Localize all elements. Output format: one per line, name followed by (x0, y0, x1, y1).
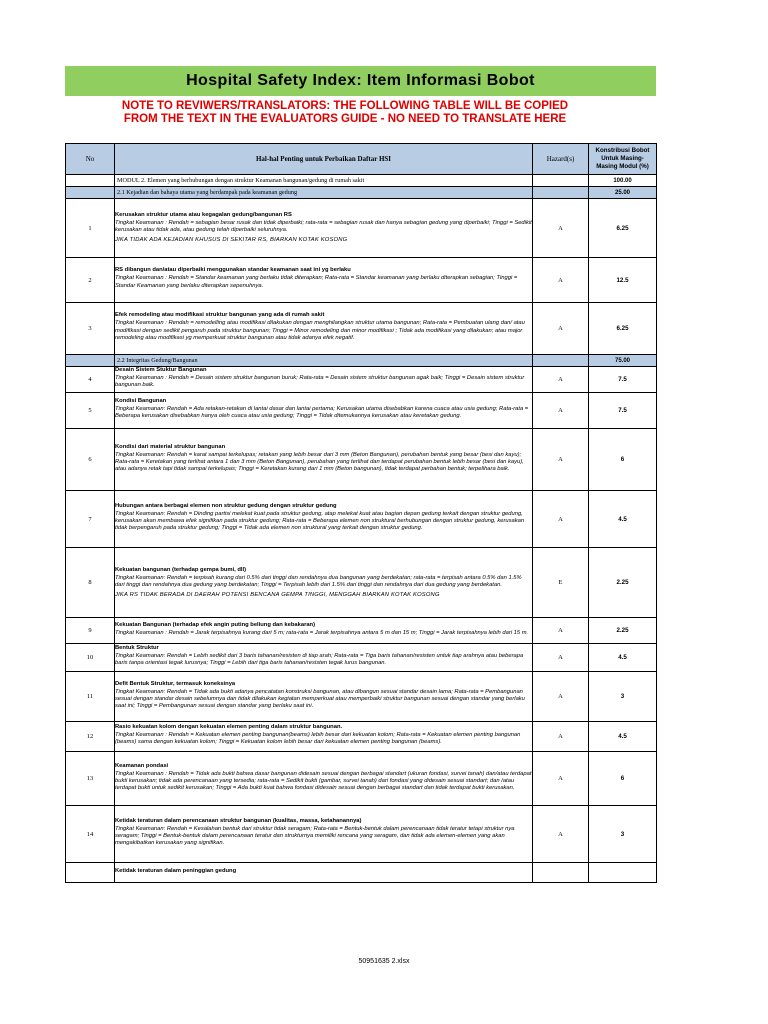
item-criteria: Tingkat Keamanan: Rendah = karat sampai terkelupas; retakan yang lebih besar dari 3 mm (Beton Bangunan), perubahan bentuk yang besar (besi dan kayu); Rata-rata = Keretakan yang terlihat antara 1 dan 3 mm (Beton Bangunan), perubahan yang terlihat dan terdapat perubahan bentuk lebih besar (besi dan kayu), atau adanya retak tapi tidak sampai terkelupas; Tinggi = Keretakan kurang dari 1 mm (Beton bangunan), tidak terdapat perbahan bentuk; terpelihara baik. (115, 451, 524, 472)
section1-no (66, 187, 115, 199)
item-weight: 3 (589, 672, 657, 722)
table-row (66, 393, 657, 429)
item-description (115, 722, 533, 752)
item-hazard (533, 863, 589, 883)
table-row (66, 491, 657, 548)
item-description (115, 199, 533, 258)
page-title: Hospital Safety Index: Item Informasi Bobot (186, 72, 535, 89)
module-row (66, 175, 657, 187)
item-description (115, 258, 533, 303)
item-number: 10 (66, 644, 115, 672)
item-title: Kondisi Bangunan (115, 398, 167, 405)
item-criteria: Tingkat Keamanan: Rendah = terpisah kurang dari 0.5% dari tinggi dan rendahnya dua bangunan yang berdekatan; rata-rata = terpisah antara 0.5% dan 1.5% dari tinggi dan rendahnya dua gedung yang berdekatan; Tinggi = Terpisah lebih dari 1.5% dari tinggi dan rendahnya dari dua gedung yang berdekatan. (115, 574, 522, 588)
item-hazard: E (533, 548, 589, 618)
item-weight: 6 (589, 752, 657, 806)
table-row (66, 303, 657, 355)
item-description (115, 548, 533, 618)
section1-label: 2.1 Kejadian dan bahaya utama yang berdampak pada keamanan gedung (115, 187, 533, 199)
item-hazard: A (533, 806, 589, 863)
table-row (66, 548, 657, 618)
item-number: 8 (66, 548, 115, 618)
section2-hazard (533, 355, 589, 367)
item-hazard: A (533, 367, 589, 393)
item-title: Ketidak teraturan dalam peninggian gedung (115, 867, 237, 874)
table-row (66, 199, 657, 258)
item-hazard: A (533, 672, 589, 722)
table-row (66, 618, 657, 644)
item-criteria: Tingkat Keamanan : Rendah = Desain sistem struktur bangunan buruk; Rata-rata = Desain sistem struktur bangunan agak baik; Tinggi = Desain sistem struktur bangunan baik. (115, 375, 525, 389)
item-hazard: A (533, 199, 589, 258)
item-title: Rasio kekuatan kolom dengan kekuatan elemen penting dalam struktur bangunan. (115, 724, 343, 731)
item-weight: 4.5 (589, 722, 657, 752)
section1-hazard (533, 187, 589, 199)
item-description (115, 429, 533, 491)
item-weight: 6 (589, 429, 657, 491)
weight-table (65, 143, 657, 883)
item-title: Keamanan pondasi (115, 762, 169, 769)
table-row (66, 752, 657, 806)
item-title: Efek remodeling atau modifikasi struktur bangunan yang ada di rumah sakit (115, 312, 325, 319)
table-row (66, 367, 657, 393)
item-weight (589, 863, 657, 883)
table-row (66, 429, 657, 491)
item-number: 5 (66, 393, 115, 429)
item-weight: 7.5 (589, 367, 657, 393)
item-number: 7 (66, 491, 115, 548)
item-number: 2 (66, 258, 115, 303)
item-weight: 6.25 (589, 199, 657, 258)
module-weight: 100.00 (589, 175, 657, 187)
item-number (66, 863, 115, 883)
item-number: 14 (66, 806, 115, 863)
header-no: No (66, 144, 115, 175)
item-weight: 4.5 (589, 491, 657, 548)
section-row-2 (66, 355, 657, 367)
table-row (66, 644, 657, 672)
item-title: RS dibangun dan/atau diperbaiki menggunakan standar keamanan saat ini yg berlaku (115, 267, 351, 274)
item-criteria: Tingkat Keamanan : Rendah = Kekuatan elemen penting bangunan(beams) lebih besar dari kekuatan kolom; Rata-rata = Kekuatan elemen penting bangunan (beams) sama dengan kekuatan kolom; Tinggi = Kekuatan kolom lebih besar dari kekuatan elemen penting bangunan (beams). (115, 732, 521, 746)
table-header-row (66, 144, 657, 175)
item-criteria: Tingkat Keamanan : Rendah = sebagian besar rusak dan tidak diperbaiki; rata-rata = sebagian rusak dan hanya sebagian gedung yang diperbaiki; Tinggi = Sedikit kerusakan atau tidak ada, atau gedung telah diperbaiki seluruhnya. (115, 219, 532, 233)
item-description (115, 752, 533, 806)
table-row (66, 806, 657, 863)
item-description (115, 806, 533, 863)
item-description (115, 618, 533, 644)
item-description (115, 491, 533, 548)
section2-weight: 75.00 (589, 355, 657, 367)
item-description (115, 393, 533, 429)
item-criteria: Tingkat Keamanan: Rendah = Kesalahan bentuk dari struktur tidak seragam; Rata-rata = Bentuk-bentuk dalam perencanaan tidak teratur tetapi struktur nya seragam; Tinggi = Bentuk-bentuk dalam perencanaan teratur dan strukturnya memiliki rencana yang seragam, dan tidak ada elemen-elemen yang akan mengakibatkan kerusakan yang signifikan. (115, 826, 515, 847)
section2-label: 2.2 Integritas Gedung/Bangunan (115, 355, 533, 367)
item-hazard: A (533, 722, 589, 752)
module-no (66, 175, 115, 187)
item-weight: 4.5 (589, 644, 657, 672)
item-number: 4 (66, 367, 115, 393)
item-criteria: Tingkat Keamanan : Rendah = remodelling atau modifikasi dilakukan dengan menghilangkan struktur utama bangunan; Rata-rata = Pembuatan ulang dan/ atau modifikasi dengan sedikit pengaruh pada struktur bangunan; Tinggi = Minor remodeling dan minor modifikasi ; Tidak ada modifikasi yang dilakukan; atau major remodeling atau modifikasi yg memperkuat struktur bangunan atau tidak adanya efek negatif. (115, 320, 525, 341)
item-hazard: A (533, 258, 589, 303)
header-hazard: Hazard(s) (533, 144, 589, 175)
item-description (115, 367, 533, 393)
section1-weight: 25.00 (589, 187, 657, 199)
item-description (115, 863, 533, 883)
item-criteria: Tingkat Keamanan : Rendah = Tidak ada bukti bahwa dasar bangunan didesain sesuai dengan berbagai standart (ukuran fondasi, survei tanah) dan/atau terdapat bukti kerusakan; tidak ada perencanaan yang tersedia; rata-rata = Sedikit bukti (gambar, survei tanah) dari fondasi yang didesain sesuai standart; dan /atau terdapat bukti untuk sedikit kerusakan; Tinggi = Ada bukti kuat bahwa fondasi didesain sesuai dengan berbagai standart dan tidak terdapat bukti kerusakan. (115, 770, 532, 791)
item-criteria: Tingkat Keamanan: Rendah = Ada retakan-retakan di lantai dasar dan lantai pertama; Kerusakan utama disebabkan karena cuaca atau usia gedung; Rata-rata = Beberapa kerusakan disebabkan hanya oleh cuaca atau usia gedung; Tinggi = Tidak ditemukannya kerusakan atau keretakan gedung. (115, 406, 529, 420)
item-hazard: A (533, 491, 589, 548)
item-description (115, 644, 533, 672)
item-number: 9 (66, 618, 115, 644)
header-weight: Konstribusi Bobot Untuk Masing-Masing Modul (%) (589, 144, 657, 175)
module-hazard (533, 175, 589, 187)
item-note: JIKA TIDAK ADA KEJADIAN KHUSUS DI SEKITAR RS, BIARKAN KOTAK KOSONG (115, 237, 348, 244)
item-description (115, 303, 533, 355)
item-hazard: A (533, 644, 589, 672)
item-title: Desain Sistem Stuktur Bangunan (115, 367, 207, 373)
item-hazard: A (533, 303, 589, 355)
item-title: Defit Bentuk Struktur, termasuk koneksinya (115, 680, 236, 687)
table-row (66, 863, 657, 883)
item-hazard: A (533, 752, 589, 806)
item-number: 3 (66, 303, 115, 355)
item-weight: 2.25 (589, 548, 657, 618)
item-number: 12 (66, 722, 115, 752)
item-note: JIKA RS TIDAK BERADA DI DAERAH POTENSI BENCANA GEMPA TINGGI, MENGGAH BIARKAN KOTAK KOSONG (115, 591, 440, 598)
item-number: 6 (66, 429, 115, 491)
item-hazard: A (533, 618, 589, 644)
item-weight: 3 (589, 806, 657, 863)
section2-no (66, 355, 115, 367)
header-description: Hal-hal Penting untuk Perbaikan Daftar HSI (115, 144, 533, 175)
item-criteria: Tingkat Keamanan : Rendah = Standar keamanan yang berlaku tidak diterapkan; Rata-rata = Standar keamanan yang berlaku diterapkan sebagian; Tinggi = Standar Keamanan yang berlaku diterapkan sepenuhnya. (115, 275, 518, 289)
item-hazard: A (533, 393, 589, 429)
item-title: Kerusakan struktur utama atau kegagalan gedung/bangunan RS (115, 211, 292, 218)
item-criteria: Tingkat Keamanan: Rendah = Lebih sedikit dari 3 baris tahanan/resisten di tiap arah; Rata-rata = Tiga baris tahanan/resisten untuk tiap arahnya atau beberapa baris tanpa orientasi tegak lurusnya; Tinggi = Lebih dari tiga baris tahanan/resisten tegak lurus bangunan. (115, 653, 524, 667)
table-row (66, 258, 657, 303)
item-weight: 12.5 (589, 258, 657, 303)
translator-note: NOTE TO REVIWERS/TRANSLATORS: THE FOLLOWING TABLE WILL BE COPIED FROM THE TEXT IN THE EVALUATORS GUIDE - NO NEED TO TRANSLATE HERE (121, 100, 569, 125)
item-criteria: Tingkat Keamanan : Rendah = Jarak terpisahnya kurang dari 5 m; rata-rata = Jarak terpisahnya antara 5 m dan 15 m; Tinggi = Jarak terpisahnya lebih dari 15 m. (115, 629, 529, 636)
title-bar (65, 66, 656, 96)
table-row (66, 722, 657, 752)
item-number: 11 (66, 672, 115, 722)
item-title: Kekuatan bangunan (terhadap gempa bumi, dll) (115, 566, 247, 573)
file-name-footer: 50951635 2.xlsx (358, 958, 410, 965)
item-title: Ketidak teraturan dalam perencanaan struktur bangunan (kualitas, massa, ketahanannya) (115, 818, 362, 825)
item-description (115, 672, 533, 722)
item-title: Kekuatan Bangunan (terhadap efek angin puting beliung dan kebakaran) (115, 621, 316, 628)
item-title: Hubungan antara berbagai elemen non struktur gedung dengan struktur gedung (115, 503, 337, 510)
item-weight: 6.25 (589, 303, 657, 355)
item-number: 13 (66, 752, 115, 806)
item-title: Bentuk Struktur (115, 645, 159, 652)
item-hazard: A (533, 429, 589, 491)
item-weight: 2.25 (589, 618, 657, 644)
section-row-1 (66, 187, 657, 199)
item-criteria: Tingkat Keamanan: Rendah = Tidak ada bukti adanya pencatatan konstruksi bangunan, atau dibangun sesuai standar desain lama; Rata-rata = Pembangunan sesuai dengan standar desain sebelumnya dan tidak dilakukan kegiatan memperkuat atau memperbaiki struktur bangunan sesuai dengan standar yang berlaku saat ini; Tinggi = Pembangunan sesuai dengan standar yang berlaku saat ini. (115, 688, 525, 709)
item-title: Kondisi dari material struktur bangunan (115, 443, 226, 450)
item-number: 1 (66, 199, 115, 258)
module-label: MODUL 2. Elemen yang berhubungan dengan struktur Keamanan bangunan/gedung di rumah sakit (115, 175, 533, 187)
item-criteria: Tingkat Keamanan: Rendah = Dinding partisi melekat kuat pada struktur gedung, atap melekat kuat atau bagian depan gedung terkait dengan struktur gedung, kerusakan akan membawa efek signifikan pada struktur gedung; Rata-rata = Beberapa elemen non struktural berhubungan dengan struktur gedung, kerusakan tidak berpengaruh pada struktur gedung; Tinggi = Tidak ada elemen non struktural yang terkait dengan struktur gedung. (115, 511, 525, 532)
table-row (66, 672, 657, 722)
item-weight: 7.5 (589, 393, 657, 429)
